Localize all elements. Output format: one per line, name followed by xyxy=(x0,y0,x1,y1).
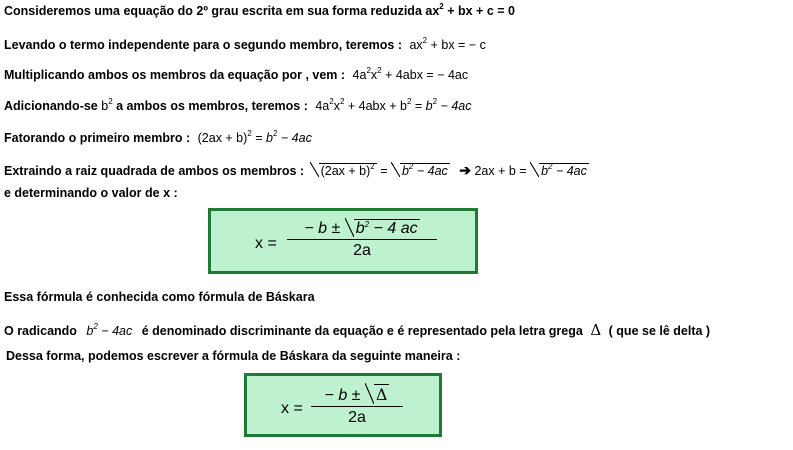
step-multiply-text: Multiplicando ambos os membros da equação por , vem : xyxy=(4,68,346,82)
delta-symbol: Δ xyxy=(590,321,602,339)
formula-delta-numerator: − b ± Δ xyxy=(311,384,403,407)
formula-name-line xyxy=(4,290,315,304)
discriminant-math: $b^2 - 4ac$ xyxy=(86,322,133,338)
step-move-term-text: Levando o termo independente para o segundo membro, teremos : xyxy=(4,38,402,52)
formula-delta xyxy=(247,376,439,434)
step-move-term-math: $ax^2$ + bx = − c xyxy=(409,36,486,52)
step-add-text-a: Adicionando-se xyxy=(4,99,98,113)
discriminant-text-c: ( que se lê delta ) xyxy=(608,324,711,338)
step-sqrt-text: Extraindo a raiz quadrada de ambos os membros : xyxy=(4,164,305,178)
discriminant-text-b: é denominado discriminante da equação e é representado pela letra grega xyxy=(141,324,583,338)
step-factor-text: Fatorando o primeiro membro : xyxy=(4,131,191,145)
step-add-b2: $b^2$ xyxy=(101,97,113,113)
sqrt-left: $(2ax + b)^2$ xyxy=(310,163,377,178)
step-add-math: $4a^2x^2 + 4abx + b^2 = b^2 - 4ac$ xyxy=(315,97,472,113)
step-factor xyxy=(4,131,312,145)
formula-full xyxy=(211,211,475,271)
formula-delta-denominator: 2a xyxy=(348,409,366,426)
intro-sup: 2 xyxy=(439,2,444,11)
rewrite-text: Dessa forma, podemos escrever a fórmula de Báskara da seguinte maneira : xyxy=(6,349,461,363)
formula-full-lhs: x = xyxy=(255,235,277,252)
step-determine xyxy=(4,186,178,200)
discriminant-line xyxy=(4,321,710,339)
intro-line xyxy=(4,4,515,18)
formula-delta-lhs: x = xyxy=(281,400,303,417)
step-add xyxy=(4,99,471,113)
step-add-text-b: a ambos os membros, teremos : xyxy=(112,99,308,113)
intro-end: + bx + c = 0 xyxy=(443,4,515,18)
step-factor-math: $(2ax + b)^2 = b^2 - 4ac$ xyxy=(197,129,312,145)
step-move-term xyxy=(4,38,486,52)
formula-full-numerator: − $b \pm b^2 - 4$ ac xyxy=(287,219,437,240)
formula-delta-fraction xyxy=(311,384,403,427)
step-multiply-math: $4a^2x^2 + 4abx$ = − 4ac xyxy=(352,66,469,82)
formula-box-delta xyxy=(244,373,442,437)
arrow-icon: ➔ xyxy=(459,162,471,178)
sqrt-right: $b^2 - 4ac$ xyxy=(391,163,450,178)
sqrt-result: $b^2 - 4ac$ xyxy=(530,163,589,178)
step-determine-text: e determinando o valor de x : xyxy=(4,186,178,200)
formula-box-full xyxy=(208,208,478,274)
formula-full-denominator: 2a xyxy=(353,242,371,259)
step-sqrt-math: $(2ax + b)^2 = b^2 - 4ac$ ➔ $2ax + b = b^2 - 4ac$ xyxy=(310,164,589,178)
step-multiply xyxy=(4,68,468,82)
formula-name-text: Essa fórmula é conhecida como fórmula de Báskara xyxy=(4,290,315,304)
discriminant-text-a: O radicando xyxy=(4,324,77,338)
intro-text: Consideremos uma equação do 2º grau escrita em sua forma reduzida ax xyxy=(4,4,440,18)
rewrite-line xyxy=(6,349,460,363)
formula-full-fraction xyxy=(287,219,437,260)
step-sqrt xyxy=(4,162,589,179)
